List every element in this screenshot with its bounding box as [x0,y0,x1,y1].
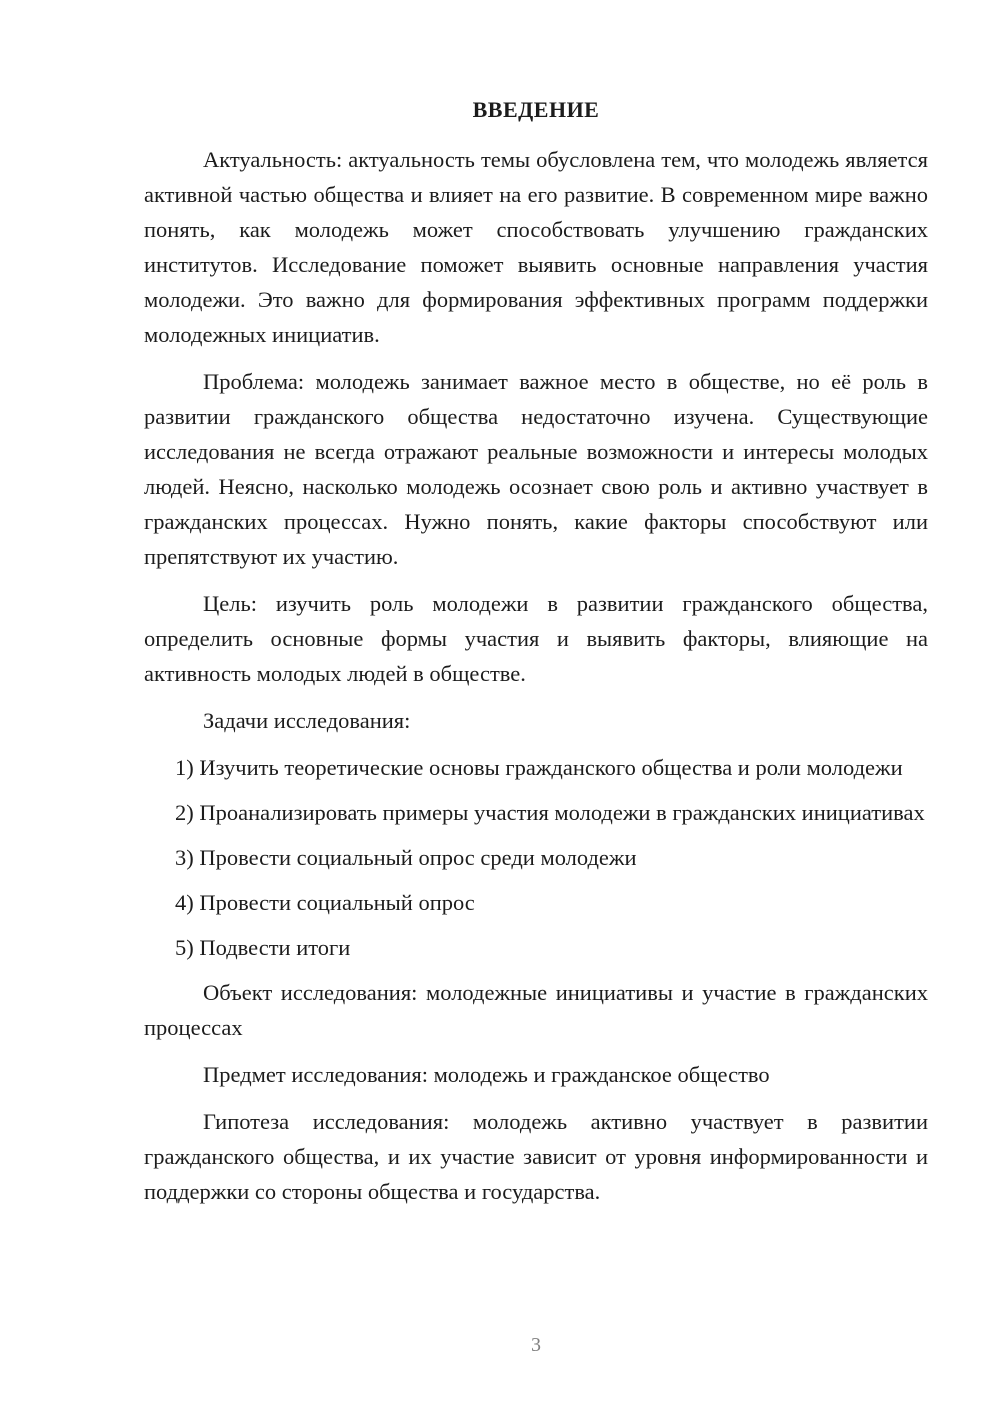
goal-paragraph: Цель: изучить роль молодежи в развитии гражданского общества, определить основные формы участия и выявить факторы, влияющие на активность молодых людей в обществе. [144,591,928,686]
task-item-2: 2) Проанализировать примеры участия молодежи в гражданских инициативах [175,800,925,825]
relevance-paragraph: Актуальность: актуальность темы обусловлена тем, что молодежь является активной частью общества и влияет на его развитие. В современном мире важно понять, как молодежь может способствовать улучшению гражданских институтов. Исследование поможет выявить основные направления участия молодежи. Это важно для формирования эффективных программ поддержки молодежных инициатив. [144,147,928,347]
section-heading: ВВЕДЕНИЕ [472,97,600,122]
object-paragraph: Объект исследования: молодежные инициативы и участие в гражданских процессах [144,980,928,1040]
hypothesis-paragraph: Гипотеза исследования: молодежь активно участвует в развитии гражданского общества, и их участие зависит от уровня информированности и поддержки со стороны общества и государства. [144,1109,928,1204]
page-number: 3 [531,1334,541,1356]
task-item-5: 5) Подвести итоги [175,935,351,960]
tasks-heading: Задачи исследования: [203,708,411,733]
task-item-1: 1) Изучить теоретические основы гражданского общества и роли молодежи [175,755,903,780]
subject-paragraph: Предмет исследования: молодежь и гражданское общество [203,1062,770,1087]
document-body [144,142,928,1221]
task-item-4: 4) Провести социальный опрос [175,890,475,915]
problem-paragraph: Проблема: молодежь занимает важное место в обществе, но её роль в развитии гражданского общества недостаточно изучена. Существующие исследования не всегда отражают реальные возможности и интересы молодых людей. Неясно, насколько молодежь осознает свою роль и активно участвует в гражданских процессах. Нужно понять, какие факторы способствуют или препятствуют их участию. [144,369,928,569]
task-item-3: 3) Провести социальный опрос среди молодежи [175,845,637,870]
